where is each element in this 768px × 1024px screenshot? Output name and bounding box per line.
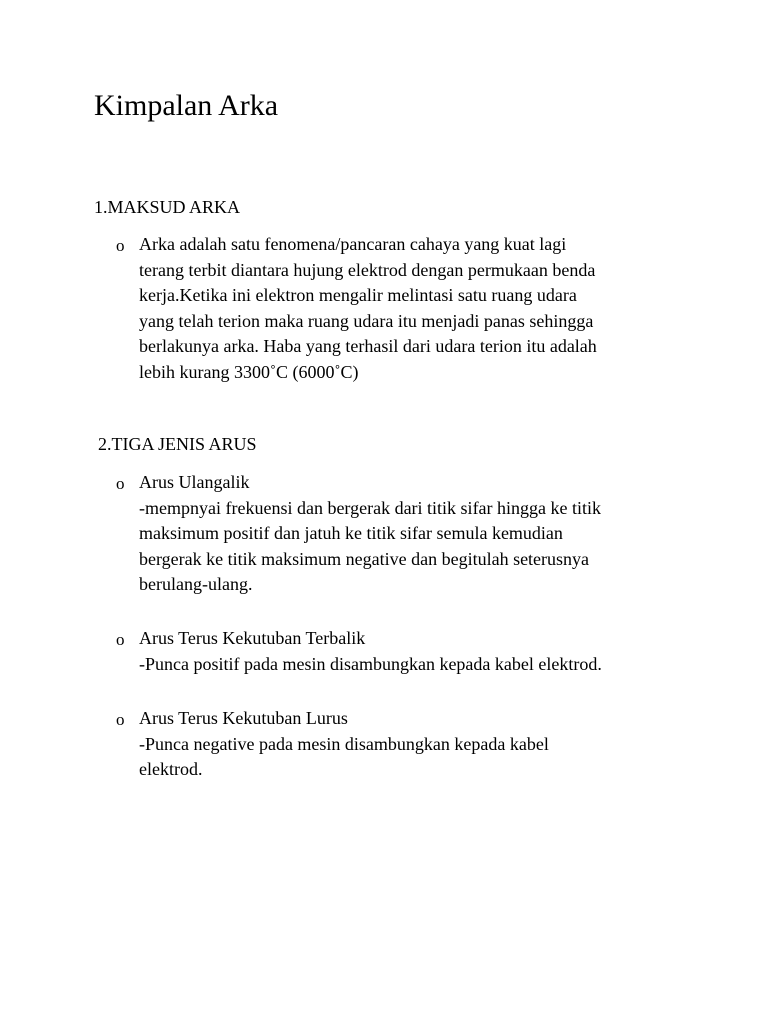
text-line: bergerak ke titik maksimum negative dan begitulah seterusnya: [139, 548, 590, 569]
text-line: -Punca positif pada mesin disambungkan kepada kabel elektrod.: [139, 653, 602, 674]
bullet-marker: o: [116, 236, 125, 255]
text-line: -Punca negative pada mesin disambungkan kepada kabel: [139, 733, 549, 754]
item-title: Arus Ulangalik: [139, 472, 250, 492]
bullet-marker: o: [116, 630, 125, 649]
text-line: yang telah terion maka ruang udara itu menjadi panas sehingga: [139, 310, 594, 331]
text-line: lebih kurang 3300˚C (6000˚C): [139, 361, 359, 382]
list-item: [139, 232, 597, 386]
text-line: terang terbit diantara hujung elektrod dengan permukaan benda: [139, 259, 596, 280]
bullet-marker: o: [116, 710, 125, 729]
list-item: [139, 626, 602, 677]
text-line: berulang-ulang.: [139, 574, 253, 595]
text-line: Arka adalah satu fenomena/pancaran cahaya yang kuat lagi: [139, 234, 567, 254]
text-line: -mempnyai frekuensi dan bergerak dari titik sifar hingga ke titik: [139, 497, 602, 518]
text-line: berlakunya arka. Haba yang terhasil dari udara terion itu adalah: [139, 336, 597, 357]
list-item: [139, 706, 549, 783]
text-line: elektrod.: [139, 759, 203, 780]
item-title: Arus Terus Kekutuban Terbalik: [139, 628, 366, 648]
page-title: Kimpalan Arka: [94, 89, 279, 122]
item-title: Arus Terus Kekutuban Lurus: [139, 708, 348, 728]
section-heading-maksud-arka: 1.MAKSUD ARKA: [94, 197, 241, 217]
section-heading-tiga-jenis-arus: 2.TIGA JENIS ARUS: [98, 434, 257, 454]
text-line: kerja.Ketika ini elektron mengalir melintasi satu ruang udara: [139, 285, 577, 306]
list-item: [139, 470, 601, 598]
bullet-marker: o: [116, 474, 125, 493]
text-line: maksimum positif dan jatuh ke titik sifar semula kemudian: [139, 523, 563, 544]
